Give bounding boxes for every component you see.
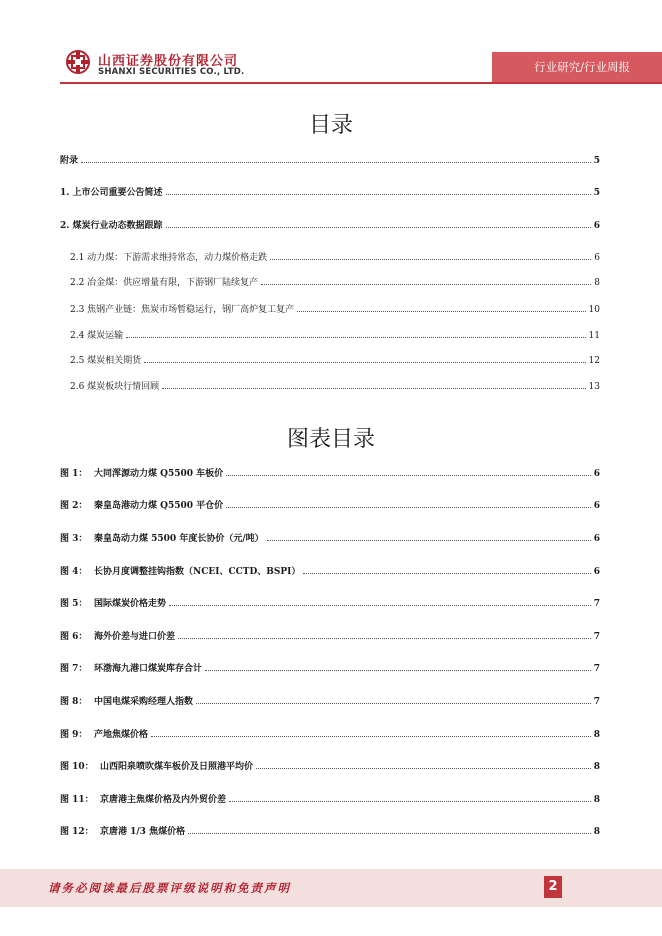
toc-entry-label: 2. 煤炭行业动态数据跟踪	[60, 221, 163, 231]
toc-entry-page: 11	[588, 331, 600, 341]
leader-dots	[178, 638, 591, 639]
toc-entry[interactable]	[70, 301, 600, 315]
figure-number: 图 2：	[60, 501, 88, 511]
leader-dots	[205, 670, 591, 671]
figure-entry[interactable]	[60, 726, 600, 740]
leader-dots	[261, 284, 591, 285]
toc-entry-page: 10	[588, 305, 600, 315]
figure-entry[interactable]	[60, 693, 600, 707]
figure-title: 长协月度调整挂钩指数（NCEI、CCTD、BSPI）	[94, 567, 301, 577]
toc-entry-page: 6	[594, 253, 600, 263]
company-name-cn: 山西证券股份有限公司	[98, 54, 239, 69]
toc-entry[interactable]	[60, 184, 600, 198]
leader-dots	[188, 833, 591, 834]
figure-entry[interactable]	[60, 595, 600, 609]
toc-entry-page: 5	[593, 156, 600, 166]
toc-entry-page: 13	[588, 382, 600, 392]
figure-entry-page: 7	[593, 599, 600, 609]
figure-entry-page: 6	[593, 567, 600, 577]
figure-entry-label	[60, 564, 301, 577]
figure-title: 海外价差与进口价差	[94, 632, 176, 642]
figure-entry-page: 6	[593, 534, 600, 544]
figure-number: 图 9：	[60, 730, 88, 740]
toc-entry-page: 8	[594, 278, 600, 288]
figure-entry-label	[60, 824, 186, 837]
leader-dots	[81, 162, 591, 163]
toc-entry[interactable]	[70, 352, 600, 366]
figure-number: 图 8：	[60, 697, 88, 707]
figure-title: 京唐港 1/3 焦煤价格	[100, 827, 186, 837]
figure-entry-label	[60, 661, 203, 674]
figure-number: 图 6：	[60, 632, 88, 642]
toc-entry-label: 附录	[60, 156, 79, 166]
figure-number: 图 3：	[60, 534, 88, 544]
figure-entry[interactable]	[60, 628, 600, 642]
figure-entry[interactable]	[60, 497, 600, 511]
figure-title: 大同浑源动力煤 Q5500 车板价	[94, 469, 224, 479]
footer-disclaimer: 请务必阅读最后股票评级说明和免责声明	[48, 881, 291, 895]
toc-entry-label: 1. 上市公司重要公告简述	[60, 188, 163, 198]
figure-entry-page: 8	[593, 762, 600, 772]
toc-entry-label: 2.5 煤炭相关期货	[70, 356, 142, 366]
figure-title: 环渤海九港口煤炭库存合计	[94, 664, 203, 674]
figure-entry[interactable]	[60, 791, 600, 805]
figure-entry-label	[60, 629, 176, 642]
figure-entry-page: 7	[593, 664, 600, 674]
leader-dots	[270, 259, 591, 260]
figure-entry-page: 8	[593, 730, 600, 740]
figures-title: 图表目录	[286, 427, 375, 452]
leader-dots	[256, 768, 591, 769]
figure-entry-label	[60, 759, 254, 772]
figure-entry-page: 6	[593, 501, 600, 511]
figure-entry-label	[60, 727, 149, 740]
header-band	[492, 52, 662, 82]
figure-number: 图 1：	[60, 469, 88, 479]
company-name-en: SHANXI SECURITIES CO., LTD.	[98, 67, 245, 77]
toc-entry[interactable]	[70, 274, 600, 288]
figure-entry-label	[60, 596, 167, 609]
figure-entry[interactable]	[60, 530, 600, 544]
leader-dots	[151, 736, 591, 737]
figure-number: 图 11：	[60, 795, 94, 805]
figure-entry[interactable]	[60, 758, 600, 772]
toc-entry[interactable]	[70, 327, 600, 341]
figure-number: 图 4：	[60, 567, 88, 577]
figure-entry[interactable]	[60, 823, 600, 837]
leader-dots	[196, 703, 591, 704]
leader-dots	[166, 194, 591, 195]
toc-title: 目录	[308, 113, 353, 138]
figure-title: 山西阳泉喷吹煤车板价及日照港平均价	[100, 762, 254, 772]
figure-entry-page: 8	[593, 827, 600, 837]
toc-entry-label: 2.3 焦钢产业链：焦炭市场暂稳运行，钢厂高炉复工复产	[70, 305, 295, 315]
figure-entry-page: 8	[593, 795, 600, 805]
figure-entry[interactable]	[60, 563, 600, 577]
toc-entry-label: 2.4 煤炭运输	[70, 331, 124, 341]
leader-dots	[297, 311, 585, 312]
figure-title: 国际煤炭价格走势	[94, 599, 167, 609]
figure-title: 京唐港主焦煤价格及内外贸价差	[100, 795, 227, 805]
figure-entry-label	[60, 694, 194, 707]
toc-entry[interactable]	[60, 217, 600, 231]
toc-entry-label: 2.6 煤炭板块行情回顾	[70, 382, 160, 392]
leader-dots	[226, 475, 591, 476]
figure-entry-label	[60, 792, 227, 805]
header-divider	[60, 82, 662, 84]
toc-entry[interactable]	[60, 152, 600, 166]
leader-dots	[226, 507, 591, 508]
figure-title: 中国电煤采购经理人指数	[94, 697, 194, 707]
figure-entry-page: 6	[593, 469, 600, 479]
figure-entry-page: 7	[593, 697, 600, 707]
toc-entry-label: 2.2 冶金煤：供应增量有限，下游钢厂陆续复产	[70, 278, 259, 288]
toc-entry[interactable]	[70, 378, 600, 392]
figure-title: 秦皇岛动力煤 5500 年度长协价（元/吨）	[94, 534, 264, 544]
figure-title: 产地焦煤价格	[94, 730, 149, 740]
page-number: 2	[544, 876, 562, 898]
figure-entry-page: 7	[593, 632, 600, 642]
leader-dots	[144, 362, 585, 363]
toc-entry-label: 2.1 动力煤：下游需求维持常态，动力煤价格走跌	[70, 253, 268, 263]
shanxi-securities-logo-icon	[66, 50, 90, 74]
figure-number: 图 12：	[60, 827, 94, 837]
leader-dots	[267, 540, 591, 541]
toc-entry-page: 6	[593, 221, 600, 231]
figure-entry-label	[60, 531, 265, 544]
leader-dots	[166, 227, 591, 228]
figure-entry-label	[60, 498, 224, 511]
toc-entry-page: 12	[588, 356, 600, 366]
report-type-label: 行业研究/行业周报	[534, 60, 630, 74]
figure-entry[interactable]	[60, 465, 600, 479]
toc-entry-page: 5	[593, 188, 600, 198]
toc-entry[interactable]	[70, 249, 600, 263]
leader-dots	[126, 337, 585, 338]
leader-dots	[162, 388, 585, 389]
figure-number: 图 5：	[60, 599, 88, 609]
figure-number: 图 7：	[60, 664, 88, 674]
figure-entry-label	[60, 466, 224, 479]
figure-number: 图 10：	[60, 762, 94, 772]
figure-entry[interactable]	[60, 660, 600, 674]
leader-dots	[169, 605, 591, 606]
leader-dots	[229, 801, 591, 802]
leader-dots	[303, 573, 590, 574]
page-header	[0, 0, 662, 92]
figure-title: 秦皇岛港动力煤 Q5500 平仓价	[94, 501, 224, 511]
